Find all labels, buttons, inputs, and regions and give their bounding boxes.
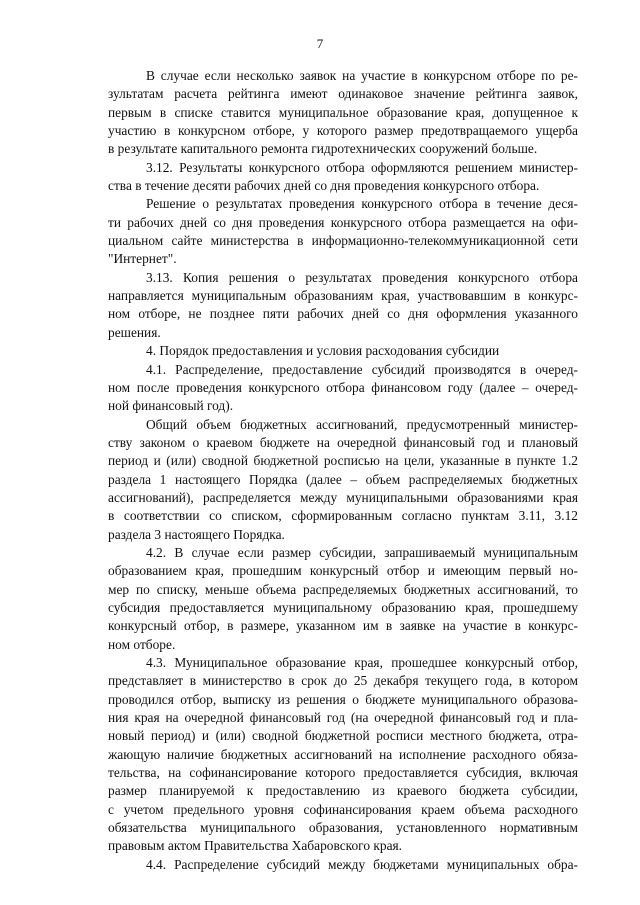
paragraph (108, 195, 578, 268)
text-line: ном после проведения конкурсного отбора финансовом году (далее – очеред- (108, 379, 578, 395)
text-line: ассигнований), распределяется между муниципальными образованиями края (108, 489, 578, 505)
text-line: раздела 1 настоящего Порядка (далее – объем распределяемых бюджетных (108, 471, 578, 487)
text-line: первым в списке ставится муниципальное образование края, допущенное к (108, 104, 578, 120)
text-line: ном отборе, не позднее пяти рабочих дней со дня оформления указанного (108, 306, 578, 322)
text-line: период и (или) сводной бюджетной росписью на цели, указанные в пункте 1.2 (108, 453, 578, 469)
text-line: ния края на очередной финансовый год (на очередной финансовый год и пла- (108, 710, 578, 726)
text-line: 4.4. Распределение субсидий между бюджетами муниципальных обра- (146, 856, 578, 872)
text-line: мер по списку, меньше объема распределяемых бюджетных ассигнований, то (108, 581, 578, 597)
text-line: Решение о результатах проведения конкурсного отбора в течение деся- (146, 196, 578, 212)
text-line: правовым актом Правительства Хабаровского края. (108, 838, 403, 854)
text-line: направляется муниципальным образованиям края, участвовавшим в конкурс- (108, 288, 578, 304)
paragraph (108, 67, 578, 159)
text-line: 4.2. В случае если размер субсидии, запрашиваемый муниципальным (146, 544, 578, 560)
text-line: ти рабочих дней со дня проведения конкурсного отбора размещается на офи- (108, 214, 578, 230)
text-line: жающую наличие бюджетных ассигнований на исполнение расходного обяза- (108, 746, 578, 762)
text-line: с учетом предельного уровня софинансирования краем объема расходного (108, 801, 578, 817)
text-line: ном отборе. (108, 636, 176, 652)
text-line: 4. Порядок предоставления и условия расходования субсидии (146, 343, 500, 359)
text-line: обязательства муниципального образования, установленного нормативным (108, 820, 578, 836)
text-line: ству законом о краевом бюджете на очередной финансовый год и плановый (108, 434, 578, 450)
text-line: участию в конкурсном отборе, у которого размер предотвращаемого ущерба (108, 123, 578, 139)
text-line: 4.1. Распределение, предоставление субсидий производятся в очеред- (146, 361, 578, 377)
text-line: в соответствии со списком, сформированным согласно пунктам 3.11, 3.12 (108, 508, 578, 524)
text-line: 3.12. Результаты конкурсного отбора оформляются решением министер- (146, 159, 578, 175)
text-line: новый период) и (или) сводной бюджетной росписи местного бюджета, отра- (108, 728, 578, 744)
text-line: размер планируемой к предоставлению из краевого бюджета субсидии, (108, 783, 578, 799)
text-line: циальном сайте министерства в информационно-телекоммуникационной сети (108, 233, 578, 249)
page-number: 7 (316, 36, 324, 51)
text-line: ства в течение десяти рабочих дней со дня проведения конкурсного отбора. (108, 178, 540, 194)
text-line: зультатам расчета рейтинга имеют одинаковое значение рейтинга заявок, (108, 86, 578, 102)
paragraph (108, 159, 578, 196)
paragraph (108, 856, 578, 874)
text-line: раздела 3 настоящего Порядка. (108, 526, 285, 542)
text-line: в результате капитального ремонта гидротехнических сооружений больше. (108, 141, 538, 157)
text-line: В случае если несколько заявок на участие в конкурсном отборе по ре- (146, 68, 578, 83)
text-line: тельства, на софинансирование которого предоставляется субсидия, включая (108, 765, 578, 781)
paragraph (108, 654, 578, 856)
text-line: конкурсный отбор, в размере, указанном им в заявке на участие в конкурс- (108, 618, 578, 634)
text-line: Общий объем бюджетных ассигнований, предусмотренный министер- (146, 416, 578, 432)
text-line: ной финансовый год). (108, 398, 234, 414)
text-line: образованием края, прошедшим конкурсный отбор и имеющим первый но- (108, 563, 578, 579)
text-line: субсидия предоставляется муниципальному образованию края, прошедшему (108, 599, 578, 615)
text-line: "Интернет". (108, 251, 177, 267)
document-body (108, 67, 578, 874)
text-line: решения. (108, 324, 161, 340)
paragraph (108, 544, 578, 654)
text-line: проводился отбор, выписку из решения о бюджете муниципального образова- (108, 691, 578, 707)
paragraph (108, 416, 578, 544)
paragraph (108, 269, 578, 342)
text-line: представляет в министерство в срок до 25 декабря текущего года, в котором (108, 673, 578, 689)
section-heading (108, 342, 578, 360)
text-line: 4.3. Муниципальное образование края, прошедшее конкурсный отбор, (146, 655, 578, 670)
paragraph (108, 361, 578, 416)
text-line: 3.13. Копия решения о результатах проведения конкурсного отбора (146, 269, 578, 285)
